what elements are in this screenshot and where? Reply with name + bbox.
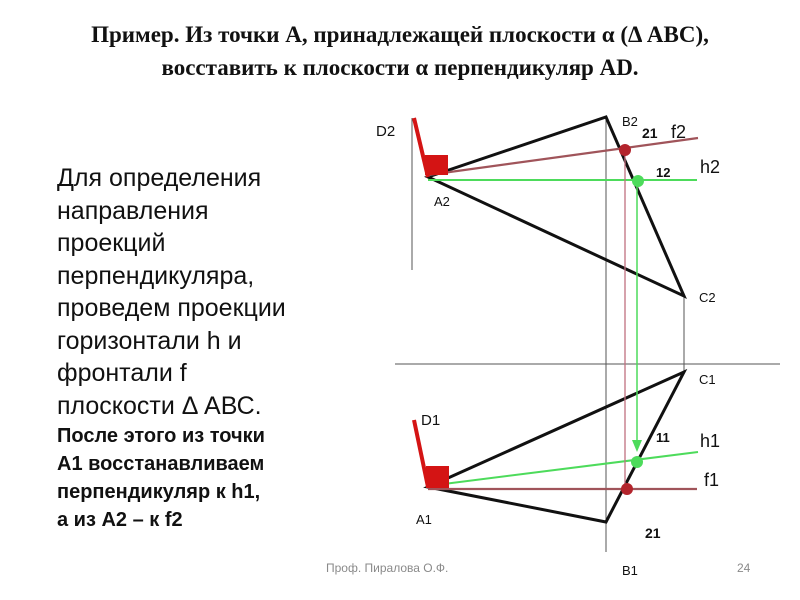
label-point-2-front: 21 <box>642 125 658 141</box>
text-line: проекций <box>57 229 166 257</box>
label-f2: f2 <box>671 122 687 142</box>
text-line: Для определения <box>57 164 262 192</box>
point-2-front <box>619 144 631 156</box>
bold-text-line: После этого из точки <box>57 425 265 447</box>
text-line: направления <box>57 196 209 225</box>
point-2-top <box>621 483 633 495</box>
title-line-1: Пример. Из точки А, принадлежащей плоскости α (Δ АВС), <box>91 22 709 47</box>
triangle-top-projection <box>428 372 684 522</box>
label-d2: D2 <box>376 123 396 140</box>
perpendicular-top-a1d1 <box>414 420 428 487</box>
label-a1: A1 <box>416 512 432 527</box>
bold-text-line: А1 восстанавливаем <box>57 453 265 475</box>
right-angle-mark-front <box>425 155 448 175</box>
label-point-1-top: 11 <box>656 430 670 445</box>
label-c2: C2 <box>699 290 716 305</box>
text-line: горизонтали h и <box>57 326 242 355</box>
point-1-front <box>632 175 644 187</box>
right-angle-mark-top <box>426 466 449 488</box>
title-line-2: восставить к плоскости α перпендикуляр AD. <box>161 55 639 80</box>
page-number: 24 <box>737 561 751 575</box>
label-h2: h2 <box>700 157 721 177</box>
label-c1: C1 <box>699 372 716 387</box>
text-line: плоскости Δ АВС. <box>57 391 262 420</box>
label-h1: h1 <box>700 431 721 451</box>
bold-text-line: перпендикуляр к h1, <box>57 481 261 503</box>
triangle-front-projection <box>428 117 687 296</box>
label-point-2-top: 21 <box>645 525 661 541</box>
label-b2: B2 <box>622 114 638 129</box>
footer-author: Проф. Пиралова О.Ф. <box>326 561 449 575</box>
label-point-1-front: 12 <box>656 165 671 180</box>
label-f1: f1 <box>704 470 720 490</box>
bold-text-line: а из А2 – к f2 <box>57 509 183 531</box>
point-1-top <box>631 456 643 468</box>
link-arrow-point-1 <box>632 440 642 452</box>
text-line: фронтали f <box>57 359 187 387</box>
label-d1: D1 <box>421 412 441 429</box>
text-line: перпендикуляра, <box>57 261 255 290</box>
label-b1: B1 <box>622 563 638 578</box>
label-a2: A2 <box>434 194 450 209</box>
text-line: проведем проекции <box>57 294 286 322</box>
